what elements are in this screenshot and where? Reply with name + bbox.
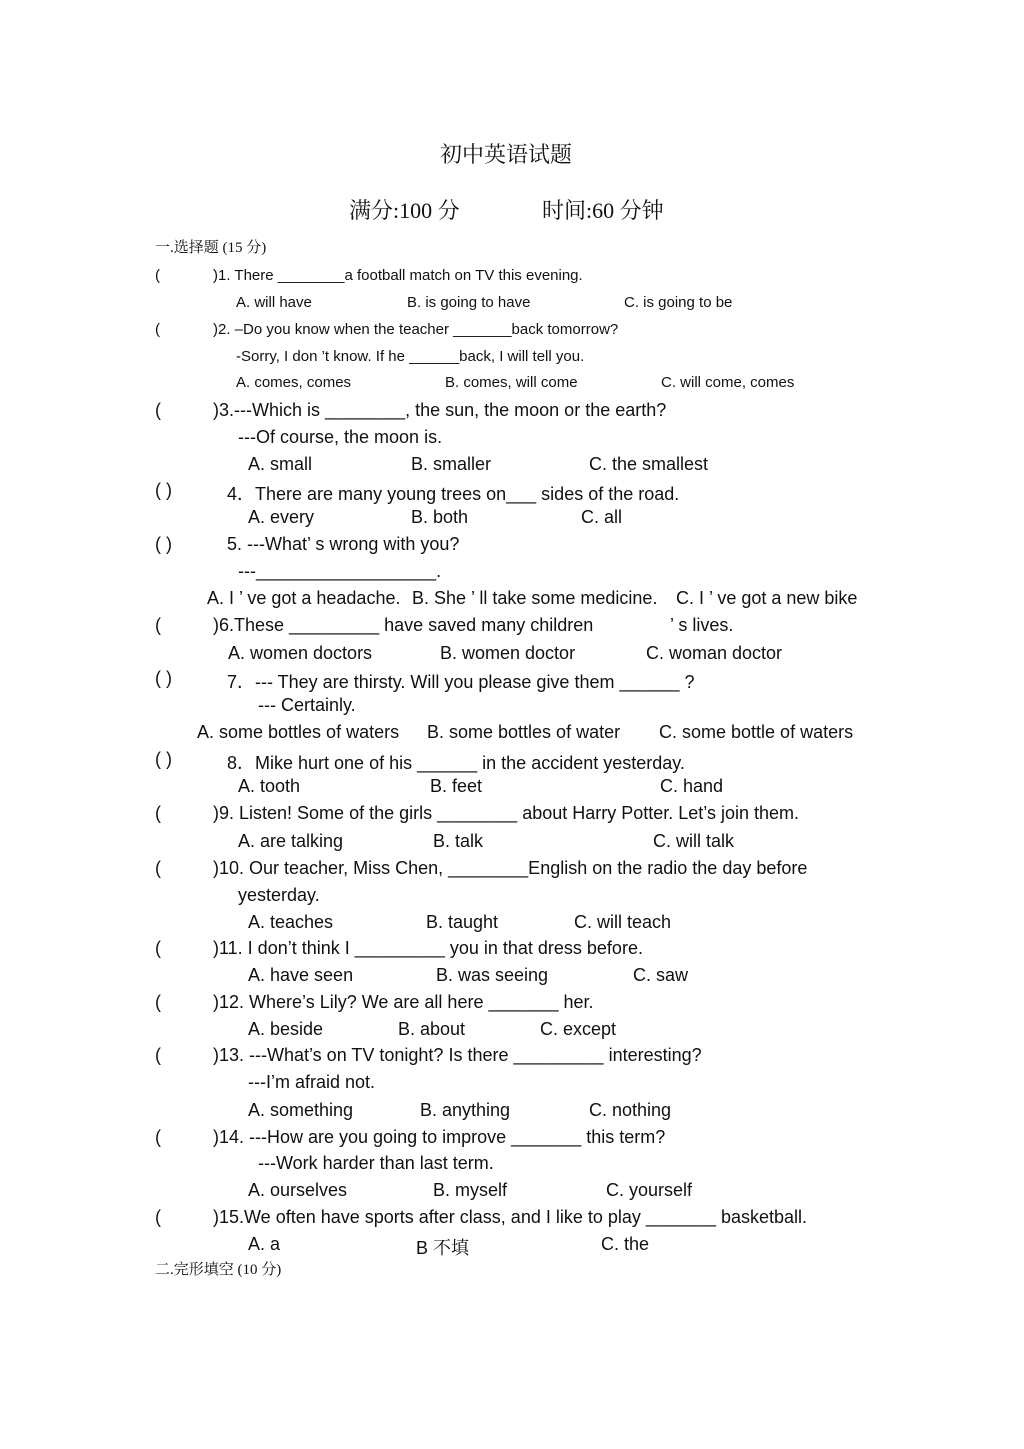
question-stem: )1. There ________a football match on TV this evening. (213, 267, 583, 284)
question-stem: )2. –Do you know when the teacher _______back tomorrow? (213, 321, 619, 338)
question-line: ---I’m afraid not. (248, 1072, 376, 1092)
answer-paren: ( (155, 615, 161, 635)
answer-paren: ( ) (155, 749, 172, 769)
question-line: ---__________________. (238, 561, 442, 581)
question-stem: )14. ---How are you going to improve _______ this term? (213, 1127, 666, 1147)
question-line: --- Certainly. (258, 695, 356, 715)
option-a: A. tooth (238, 776, 301, 796)
question-line: yesterday. (238, 885, 320, 905)
question-stem-end: ’ s lives. (670, 615, 734, 635)
option-a: A. women doctors (228, 643, 373, 663)
option-a: A. some bottles of waters (197, 722, 400, 742)
option-c: C. will teach (574, 912, 672, 932)
option-a: A. have seen (248, 965, 354, 985)
option-b: B. is going to have (407, 294, 531, 311)
option-a: A. beside (248, 1019, 324, 1039)
question-stem: )11. I don’t think I _________ you in that dress before. (213, 938, 643, 958)
question-stem: 7．--- They are thirsty. Will you please give them ______ ? (227, 672, 695, 692)
answer-paren: ( ) (155, 480, 172, 500)
option-a: A. ourselves (248, 1180, 348, 1200)
option-b: B. women doctor (440, 643, 576, 663)
answer-paren: ( (155, 1127, 161, 1147)
option-b: B. anything (420, 1100, 511, 1120)
exam-time: 时间:60 分钟 (542, 198, 664, 223)
answer-paren: ( (155, 992, 161, 1012)
option-b: B. some bottles of water (427, 722, 621, 742)
answer-paren: ( (155, 400, 161, 420)
option-c: C. will talk (653, 831, 735, 851)
option-b: B. talk (433, 831, 484, 851)
question-stem: 4．There are many young trees on___ sides of the road. (227, 484, 680, 504)
question-stem: )13. ---What’s on TV tonight? Is there _________ interesting? (213, 1045, 702, 1065)
option-c: C. the smallest (589, 454, 709, 474)
option-a: A. I ’ ve got a headache. (207, 588, 401, 608)
option-c: C. hand (660, 776, 724, 796)
section-heading-choice: 一.选择题 (15 分) (155, 240, 267, 256)
question-line: -Sorry, I don ’t know. If he ______back, I will tell you. (236, 348, 585, 365)
answer-paren: ( ) (155, 534, 172, 554)
question-stem: )12. Where’s Lily? We are all here _______ her. (213, 992, 594, 1012)
option-b: B. comes, will come (445, 374, 578, 391)
option-b: B. She ’ ll take some medicine. (412, 588, 658, 608)
option-c: C. saw (633, 965, 689, 985)
option-a: A. every (248, 507, 315, 527)
option-b: B. myself (433, 1180, 508, 1200)
answer-paren: ( (155, 858, 161, 878)
option-c: C. some bottle of waters (659, 722, 854, 742)
answer-paren: ( (155, 803, 161, 823)
answer-paren: ( ) (155, 668, 172, 688)
section-heading-cloze: 二.完形填空 (10 分) (155, 1262, 282, 1278)
question-stem: 8．Mike hurt one of his ______ in the accident yesterday. (227, 753, 685, 773)
full-score: 满分:100 分 (349, 198, 460, 223)
option-c: C. I ’ ve got a new bike (676, 588, 858, 608)
option-b: B. both (411, 507, 469, 527)
question-line: ---Work harder than last term. (258, 1153, 494, 1173)
option-c: C. woman doctor (646, 643, 783, 663)
option-b: B 不填 (416, 1238, 470, 1258)
page-title: 初中英语试题 (440, 142, 573, 167)
option-a: A. are talking (238, 831, 344, 851)
question-line: ---Of course, the moon is. (238, 427, 443, 447)
option-c: C. except (540, 1019, 617, 1039)
question-stem: )10. Our teacher, Miss Chen, ________English on the radio the day before (213, 858, 808, 878)
option-a: A. will have (236, 294, 312, 311)
option-a: A. teaches (248, 912, 334, 932)
answer-paren: ( (155, 1207, 161, 1227)
option-c: C. the (601, 1234, 650, 1254)
option-a: A. small (248, 454, 313, 474)
question-stem: 5. ---What’ s wrong with you? (227, 534, 460, 554)
answer-paren: ( (155, 267, 160, 284)
option-b: B. was seeing (436, 965, 549, 985)
option-c: C. nothing (589, 1100, 672, 1120)
option-b: B. feet (430, 776, 483, 796)
option-c: C. is going to be (624, 294, 733, 311)
answer-paren: ( (155, 938, 161, 958)
question-stem: )9. Listen! Some of the girls ________ about Harry Potter. Let’s join them. (213, 803, 800, 823)
question-stem: )15.We often have sports after class, and I like to play _______ basketball. (213, 1207, 808, 1227)
answer-paren: ( (155, 1045, 161, 1065)
option-b: B. smaller (411, 454, 492, 474)
question-stem: )3.---Which is ________, the sun, the moon or the earth? (213, 400, 667, 420)
question-stem: )6.These _________ have saved many children (213, 615, 594, 635)
option-b: B. taught (426, 912, 499, 932)
option-b: B. about (398, 1019, 466, 1039)
option-c: C. all (581, 507, 623, 527)
option-a: A. a (248, 1234, 281, 1254)
option-c: C. yourself (606, 1180, 693, 1200)
option-a: A. something (248, 1100, 354, 1120)
option-a: A. comes, comes (236, 374, 352, 391)
option-c: C. will come, comes (661, 374, 795, 391)
answer-paren: ( (155, 321, 160, 338)
